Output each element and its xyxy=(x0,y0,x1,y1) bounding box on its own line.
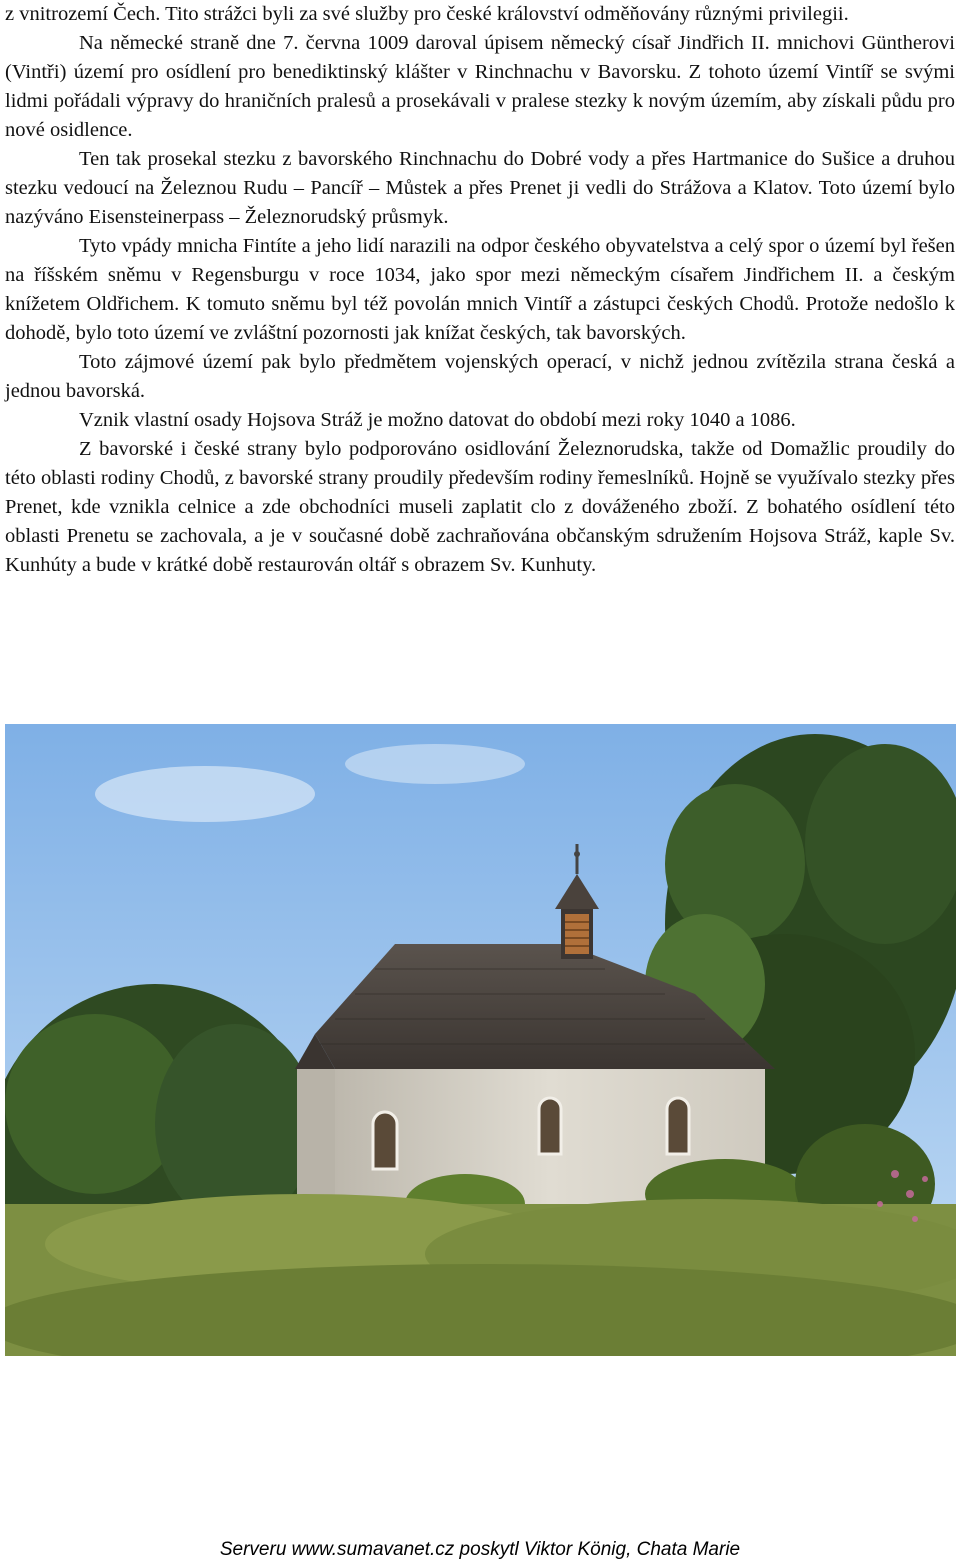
cloud xyxy=(345,744,525,784)
article-body xyxy=(5,0,955,580)
chapel-photo xyxy=(5,724,956,1356)
chapel-illustration xyxy=(5,724,956,1356)
paragraph-6: Vznik vlastní osady Hojsova Stráž je možno datovat do období mezi roky 1040 a 1086. xyxy=(79,409,796,431)
paragraph-7: Z bavorské i české strany bylo podporováno osidlování Železnorudska, takže od Domažlic proudily do této oblasti rodiny Chodů, z bavorské strany proudily především rodiny řemeslníků. Hojně se využívalo stezky přes Prenet, kde vznikla celnice a zde obchodníci museli zaplatit clo z dováženého zboží. Z bohatého osídlení této oblasti Prenetu se zachovala, a je v současné době zachraňována občanským sdružením Hojsova Stráž, kaple Sv. Kunhúty a bude v krátké době restaurován oltář s obrazem Sv. Kunhuty. xyxy=(5,438,955,576)
chapel-window xyxy=(667,1098,689,1154)
footer-credit: Serveru www.sumavanet.cz poskytl Viktor König, Chata Marie xyxy=(219,1539,741,1560)
paragraph-2: Na německé straně dne 7. června 1009 daroval úpisem německý císař Jindřich II. mnichovi Güntherovi (Vintři) území pro osídlení pro benediktinský klášter v Rinchnachu v Bavorsku. Z tohoto území Vintíř se svými lidmi pořádali výpravy do hraničních pralesů a prosekávali v pralese stezky k novým územím, aby získali půdu pro nové osidlence. xyxy=(5,32,955,141)
paragraph-1: z vnitrozemí Čech. Tito strážci byli za své služby pro české království odměňovány různými privilegii. xyxy=(5,3,849,25)
cloud xyxy=(95,766,315,822)
paragraph-4: Tyto vpády mnicha Fintíte a jeho lidí narazili na odpor českého obyvatelstva a celý spor o území byl řešen na říšském sněmu v Regensburgu v roce 1034, jako spor mezi německým císařem Jindřichem II. a českým knížetem Oldřichem. K tomuto sněmu byl též povolán mnich Vintíř a zástupci českých Chodů. Protože nedošlo k dohodě, bylo toto území ve zvláštní pozornosti jak knížat českých, tak bavorských. xyxy=(5,235,955,344)
chapel-window xyxy=(539,1098,561,1154)
paragraph-3: Ten tak prosekal stezku z bavorského Rinchnachu do Dobré vody a přes Hartmanice do Sušice a druhou stezku vedoucí na Železnou Rudu – Pancíř – Můstek a přes Prenet ji vedli do Strážova a Klatov. Toto území bylo nazýváno Eisensteinerpass – Železnorudský průsmyk. xyxy=(5,148,955,228)
paragraph-5: Toto zájmové území pak bylo předmětem vojenských operací, v nichž jednou zvítězila strana česká a jednou bavorská. xyxy=(5,351,955,402)
chapel-window xyxy=(373,1112,397,1169)
